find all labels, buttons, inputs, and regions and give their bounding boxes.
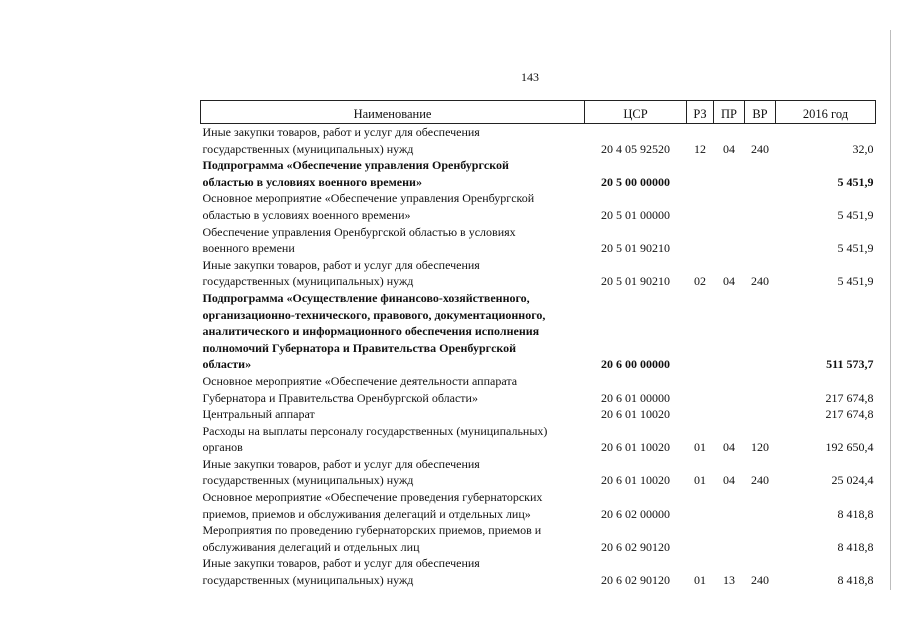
- row-rz: [687, 373, 714, 406]
- table-row: [201, 423, 876, 456]
- row-pr: [714, 190, 745, 223]
- row-name: [201, 522, 585, 555]
- row-name-line: Иные закупки товаров, работ и услуг для обеспечения: [202, 257, 480, 272]
- row-csr: 20 5 00 00000: [601, 174, 670, 189]
- row-amount: 8 418,8: [837, 539, 874, 554]
- row-amount: 192 650,4: [825, 440, 874, 455]
- row-name: [201, 373, 585, 406]
- table-row: [201, 406, 876, 423]
- header-year: 2016 год: [776, 101, 876, 124]
- row-name: [201, 406, 585, 423]
- row-rz: 01: [694, 573, 706, 588]
- header-pr: ПР: [714, 101, 745, 124]
- row-name-line: Мероприятия по проведению губернаторских приемов, приемов и: [202, 523, 542, 538]
- row-rz: 01: [694, 440, 706, 455]
- row-name-line: областью в условиях военного времени»: [202, 174, 422, 189]
- table-row: [201, 522, 876, 555]
- header-name: Наименование: [201, 101, 585, 124]
- row-vr: [745, 406, 776, 423]
- row-name-line: Иные закупки товаров, работ и услуг для обеспечения: [202, 556, 480, 571]
- row-csr: 20 5 01 90210: [601, 274, 670, 289]
- row-amount: 511 573,7: [826, 357, 874, 372]
- row-csr: 20 4 05 92520: [601, 141, 670, 156]
- row-amount: 5 451,9: [837, 174, 874, 189]
- row-name-line: областью в условиях военного времени»: [202, 207, 411, 222]
- table-body: [201, 124, 876, 589]
- row-name-line: военного времени: [202, 241, 295, 256]
- row-csr: 20 6 01 00000: [601, 390, 670, 405]
- row-amount: 32,0: [852, 141, 874, 156]
- row-rz: 12: [694, 141, 706, 156]
- row-name: [201, 423, 585, 456]
- row-name-line: Подпрограмма «Осуществление финансово-хозяйственного,: [202, 290, 530, 305]
- row-name-line: государственных (муниципальных) нужд: [202, 274, 414, 289]
- row-vr: [745, 522, 776, 555]
- row-name-line: органов: [202, 440, 243, 455]
- row-name-line: Губернатора и Правительства Оренбургской области»: [202, 390, 478, 405]
- row-csr: 20 6 02 90120: [601, 539, 670, 554]
- page-edge-line: [890, 30, 891, 590]
- header-rz: РЗ: [687, 101, 714, 124]
- row-name: [201, 124, 585, 158]
- row-name-line: Иные закупки товаров, работ и услуг для обеспечения: [202, 125, 480, 139]
- row-name: [201, 257, 585, 290]
- row-csr: 20 5 01 90210: [601, 241, 670, 256]
- row-amount: 25 024,4: [831, 473, 874, 488]
- row-name: [201, 224, 585, 257]
- row-rz: [687, 522, 714, 555]
- row-vr: 240: [751, 573, 769, 588]
- row-csr: 20 6 02 90120: [601, 573, 670, 588]
- table-row: [201, 257, 876, 290]
- table-row: [201, 489, 876, 522]
- table-row: [201, 456, 876, 489]
- row-amount: 5 451,9: [837, 241, 874, 256]
- row-name-line: приемов, приемов и обслуживания делегаций и отдельных лиц»: [202, 506, 531, 521]
- table-row: [201, 373, 876, 406]
- row-name-line: Расходы на выплаты персоналу государственных (муниципальных): [202, 423, 548, 438]
- row-amount: 217 674,8: [825, 407, 874, 422]
- row-vr: 240: [751, 274, 769, 289]
- row-amount: 8 418,8: [837, 573, 874, 588]
- row-pr: 04: [723, 274, 735, 289]
- row-rz: [687, 489, 714, 522]
- header-vr: ВР: [745, 101, 776, 124]
- row-vr: [745, 157, 776, 190]
- row-pr: [714, 290, 745, 373]
- row-amount: 5 451,9: [837, 274, 874, 289]
- table-header-row: [201, 101, 876, 124]
- row-amount: 8 418,8: [837, 506, 874, 521]
- row-pr: 04: [723, 440, 735, 455]
- table-row: [201, 124, 876, 158]
- table-row: [201, 224, 876, 257]
- row-csr: 20 6 01 10020: [601, 440, 670, 455]
- row-vr: [745, 373, 776, 406]
- row-vr: [745, 489, 776, 522]
- row-name: [201, 555, 585, 588]
- row-name: [201, 157, 585, 190]
- row-name-line: Обеспечение управления Оренбургской областью в условиях: [202, 224, 516, 239]
- row-pr: 04: [723, 141, 735, 156]
- row-name-line: Иные закупки товаров, работ и услуг для обеспечения: [202, 456, 480, 471]
- row-name-line: Основное мероприятие «Обеспечение деятельности аппарата: [202, 373, 518, 388]
- row-csr: 20 5 01 00000: [601, 207, 670, 222]
- page-number: 143: [521, 70, 539, 84]
- row-pr: 04: [723, 473, 735, 488]
- row-vr: 240: [751, 473, 769, 488]
- row-csr: 20 6 01 10020: [601, 407, 670, 422]
- row-pr: [714, 522, 745, 555]
- row-name: [201, 489, 585, 522]
- row-name-line: области»: [202, 357, 252, 372]
- row-name-line: государственных (муниципальных) нужд: [202, 141, 414, 156]
- header-csr: ЦСР: [585, 101, 687, 124]
- row-pr: [714, 224, 745, 257]
- row-amount: 5 451,9: [837, 207, 874, 222]
- row-pr: [714, 373, 745, 406]
- row-name: [201, 290, 585, 373]
- row-name-line: Центральный аппарат: [202, 407, 315, 422]
- table-row: [201, 157, 876, 190]
- row-name-line: государственных (муниципальных) нужд: [202, 573, 414, 588]
- row-vr: [745, 224, 776, 257]
- table-row: [201, 190, 876, 223]
- row-csr: 20 6 02 00000: [601, 506, 670, 521]
- row-name-line: организационно-технического, правового, документационного,: [202, 307, 546, 322]
- row-name: [201, 190, 585, 223]
- table-row: [201, 555, 876, 588]
- row-vr: [745, 190, 776, 223]
- row-name-line: Основное мероприятие «Обеспечение управления Оренбургской: [202, 191, 535, 206]
- row-vr: [745, 290, 776, 373]
- row-name-line: полномочий Губернатора и Правительства Оренбургской: [202, 340, 517, 355]
- row-name-line: аналитического и информационного обеспечения исполнения: [202, 324, 540, 339]
- row-rz: 01: [694, 473, 706, 488]
- row-pr: 13: [723, 573, 735, 588]
- row-vr: 120: [751, 440, 769, 455]
- row-pr: [714, 406, 745, 423]
- row-name: [201, 456, 585, 489]
- row-csr: 20 6 00 00000: [601, 357, 670, 372]
- row-name-line: Основное мероприятие «Обеспечение проведения губернаторских: [202, 490, 543, 505]
- row-rz: [687, 224, 714, 257]
- row-rz: [687, 190, 714, 223]
- row-vr: 240: [751, 141, 769, 156]
- row-rz: [687, 157, 714, 190]
- budget-table: [200, 100, 876, 589]
- table-row: [201, 290, 876, 373]
- row-pr: [714, 489, 745, 522]
- row-name-line: Подпрограмма «Обеспечение управления Оренбургской: [202, 158, 509, 173]
- row-csr: 20 6 01 10020: [601, 473, 670, 488]
- row-pr: [714, 157, 745, 190]
- row-rz: [687, 290, 714, 373]
- row-name-line: обслуживания делегаций и отдельных лиц: [202, 539, 420, 554]
- row-rz: 02: [694, 274, 706, 289]
- row-rz: [687, 406, 714, 423]
- row-name-line: государственных (муниципальных) нужд: [202, 473, 414, 488]
- row-amount: 217 674,8: [825, 390, 874, 405]
